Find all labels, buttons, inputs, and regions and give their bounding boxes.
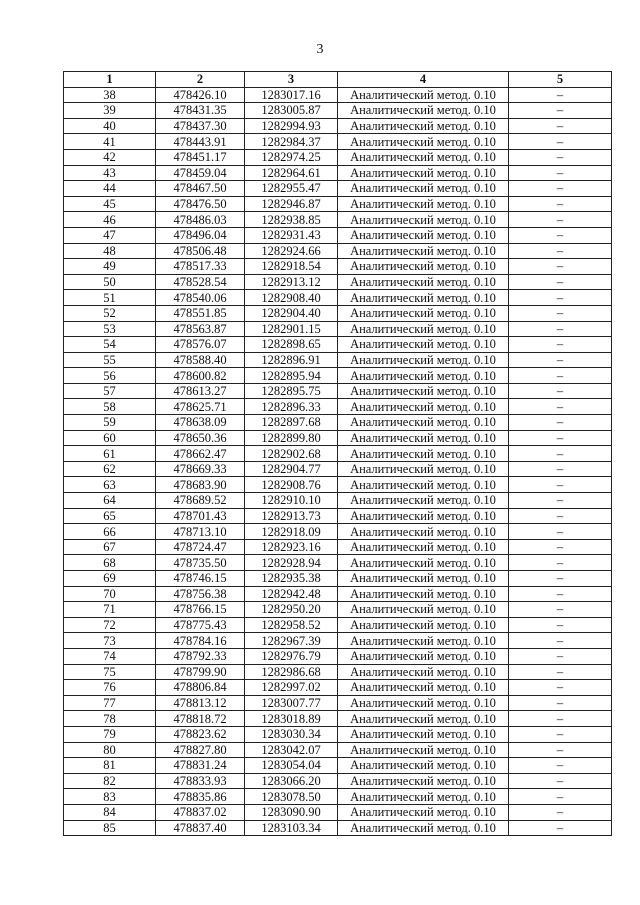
- point-number-cell: 56: [64, 368, 156, 384]
- table-row: [64, 508, 612, 524]
- note-cell: –: [509, 399, 612, 415]
- method-cell: Аналитический метод. 0.10: [338, 227, 509, 243]
- method-cell: Аналитический метод. 0.10: [338, 337, 509, 353]
- method-cell: Аналитический метод. 0.10: [338, 368, 509, 384]
- note-cell: –: [509, 321, 612, 337]
- method-cell: Аналитический метод. 0.10: [338, 87, 509, 103]
- table-row: [64, 820, 612, 836]
- column-header-3: 3: [245, 72, 338, 88]
- point-number-cell: 60: [64, 430, 156, 446]
- table-row: [64, 680, 612, 696]
- y-coordinate-cell: 1282950.20: [245, 602, 338, 618]
- point-number-cell: 66: [64, 524, 156, 540]
- y-coordinate-cell: 1282923.16: [245, 539, 338, 555]
- point-number-cell: 79: [64, 726, 156, 742]
- x-coordinate-cell: 478588.40: [156, 352, 245, 368]
- table-row: [64, 103, 612, 119]
- y-coordinate-cell: 1283030.34: [245, 726, 338, 742]
- y-coordinate-cell: 1282955.47: [245, 181, 338, 197]
- point-number-cell: 67: [64, 539, 156, 555]
- note-cell: –: [509, 508, 612, 524]
- note-cell: –: [509, 633, 612, 649]
- note-cell: –: [509, 274, 612, 290]
- y-coordinate-cell: 1283018.89: [245, 711, 338, 727]
- method-cell: Аналитический метод. 0.10: [338, 103, 509, 119]
- method-cell: Аналитический метод. 0.10: [338, 804, 509, 820]
- point-number-cell: 68: [64, 555, 156, 571]
- method-cell: Аналитический метод. 0.10: [338, 773, 509, 789]
- y-coordinate-cell: 1282974.25: [245, 149, 338, 165]
- y-coordinate-cell: 1282895.75: [245, 383, 338, 399]
- y-coordinate-cell: 1282908.40: [245, 290, 338, 306]
- point-number-cell: 61: [64, 446, 156, 462]
- column-header-1: 1: [64, 72, 156, 88]
- method-cell: Аналитический метод. 0.10: [338, 212, 509, 228]
- x-coordinate-cell: 478683.90: [156, 477, 245, 493]
- note-cell: –: [509, 305, 612, 321]
- note-cell: –: [509, 742, 612, 758]
- y-coordinate-cell: 1283017.16: [245, 87, 338, 103]
- table-row: [64, 196, 612, 212]
- x-coordinate-cell: 478724.47: [156, 539, 245, 555]
- column-header-5: 5: [509, 72, 612, 88]
- method-cell: Аналитический метод. 0.10: [338, 196, 509, 212]
- x-coordinate-cell: 478476.50: [156, 196, 245, 212]
- point-number-cell: 55: [64, 352, 156, 368]
- y-coordinate-cell: 1282896.91: [245, 352, 338, 368]
- point-number-cell: 82: [64, 773, 156, 789]
- y-coordinate-cell: 1282904.77: [245, 461, 338, 477]
- table-row: [64, 259, 612, 275]
- x-coordinate-cell: 478613.27: [156, 383, 245, 399]
- note-cell: –: [509, 773, 612, 789]
- y-coordinate-cell: 1282964.61: [245, 165, 338, 181]
- x-coordinate-cell: 478701.43: [156, 508, 245, 524]
- table-row: [64, 118, 612, 134]
- x-coordinate-cell: 478451.17: [156, 149, 245, 165]
- point-number-cell: 51: [64, 290, 156, 306]
- point-number-cell: 65: [64, 508, 156, 524]
- y-coordinate-cell: 1282967.39: [245, 633, 338, 649]
- table-row: [64, 383, 612, 399]
- point-number-cell: 52: [64, 305, 156, 321]
- y-coordinate-cell: 1283054.04: [245, 758, 338, 774]
- method-cell: Аналитический метод. 0.10: [338, 243, 509, 259]
- note-cell: –: [509, 352, 612, 368]
- table-row: [64, 602, 612, 618]
- table-row: [64, 368, 612, 384]
- method-cell: Аналитический метод. 0.10: [338, 726, 509, 742]
- y-coordinate-cell: 1283090.90: [245, 804, 338, 820]
- table-row: [64, 290, 612, 306]
- note-cell: –: [509, 493, 612, 509]
- y-coordinate-cell: 1282942.48: [245, 586, 338, 602]
- point-number-cell: 72: [64, 617, 156, 633]
- y-coordinate-cell: 1282984.37: [245, 134, 338, 150]
- x-coordinate-cell: 478746.15: [156, 571, 245, 587]
- table-row: [64, 648, 612, 664]
- method-cell: Аналитический метод. 0.10: [338, 695, 509, 711]
- y-coordinate-cell: 1282899.80: [245, 430, 338, 446]
- note-cell: –: [509, 430, 612, 446]
- table-row: [64, 633, 612, 649]
- table-row: [64, 726, 612, 742]
- table-row: [64, 617, 612, 633]
- note-cell: –: [509, 337, 612, 353]
- note-cell: –: [509, 212, 612, 228]
- y-coordinate-cell: 1282928.94: [245, 555, 338, 571]
- note-cell: –: [509, 165, 612, 181]
- x-coordinate-cell: 478735.50: [156, 555, 245, 571]
- method-cell: Аналитический метод. 0.10: [338, 399, 509, 415]
- method-cell: Аналитический метод. 0.10: [338, 648, 509, 664]
- table-row: [64, 586, 612, 602]
- x-coordinate-cell: 478813.12: [156, 695, 245, 711]
- x-coordinate-cell: 478506.48: [156, 243, 245, 259]
- table-row: [64, 711, 612, 727]
- x-coordinate-cell: 478713.10: [156, 524, 245, 540]
- x-coordinate-cell: 478806.84: [156, 680, 245, 696]
- method-cell: Аналитический метод. 0.10: [338, 789, 509, 805]
- method-cell: Аналитический метод. 0.10: [338, 493, 509, 509]
- table-row: [64, 274, 612, 290]
- column-header-4: 4: [338, 72, 509, 88]
- note-cell: –: [509, 539, 612, 555]
- method-cell: Аналитический метод. 0.10: [338, 555, 509, 571]
- x-coordinate-cell: 478650.36: [156, 430, 245, 446]
- method-cell: Аналитический метод. 0.10: [338, 165, 509, 181]
- x-coordinate-cell: 478426.10: [156, 87, 245, 103]
- y-coordinate-cell: 1282908.76: [245, 477, 338, 493]
- method-cell: Аналитический метод. 0.10: [338, 118, 509, 134]
- note-cell: –: [509, 415, 612, 431]
- y-coordinate-cell: 1282896.33: [245, 399, 338, 415]
- point-number-cell: 45: [64, 196, 156, 212]
- table-row: [64, 461, 612, 477]
- page-number: 3: [316, 42, 324, 57]
- column-header-2: 2: [156, 72, 245, 88]
- table-row: [64, 415, 612, 431]
- y-coordinate-cell: 1283042.07: [245, 742, 338, 758]
- point-number-cell: 70: [64, 586, 156, 602]
- x-coordinate-cell: 478486.03: [156, 212, 245, 228]
- method-cell: Аналитический метод. 0.10: [338, 602, 509, 618]
- x-coordinate-cell: 478576.07: [156, 337, 245, 353]
- note-cell: –: [509, 820, 612, 836]
- y-coordinate-cell: 1283066.20: [245, 773, 338, 789]
- note-cell: –: [509, 368, 612, 384]
- note-cell: –: [509, 695, 612, 711]
- x-coordinate-cell: 478837.40: [156, 820, 245, 836]
- y-coordinate-cell: 1282913.12: [245, 274, 338, 290]
- x-coordinate-cell: 478792.33: [156, 648, 245, 664]
- table-row: [64, 493, 612, 509]
- table-row: [64, 337, 612, 353]
- table-row: [64, 555, 612, 571]
- point-number-cell: 75: [64, 664, 156, 680]
- method-cell: Аналитический метод. 0.10: [338, 571, 509, 587]
- method-cell: Аналитический метод. 0.10: [338, 539, 509, 555]
- point-number-cell: 42: [64, 149, 156, 165]
- x-coordinate-cell: 478638.09: [156, 415, 245, 431]
- point-number-cell: 74: [64, 648, 156, 664]
- table-row: [64, 804, 612, 820]
- y-coordinate-cell: 1282986.68: [245, 664, 338, 680]
- point-number-cell: 64: [64, 493, 156, 509]
- note-cell: –: [509, 680, 612, 696]
- method-cell: Аналитический метод. 0.10: [338, 181, 509, 197]
- note-cell: –: [509, 758, 612, 774]
- point-number-cell: 77: [64, 695, 156, 711]
- method-cell: Аналитический метод. 0.10: [338, 415, 509, 431]
- table-row: [64, 321, 612, 337]
- y-coordinate-cell: 1282897.68: [245, 415, 338, 431]
- table-row: [64, 695, 612, 711]
- x-coordinate-cell: 478528.54: [156, 274, 245, 290]
- y-coordinate-cell: 1282931.43: [245, 227, 338, 243]
- table-row: [64, 430, 612, 446]
- y-coordinate-cell: 1282938.85: [245, 212, 338, 228]
- note-cell: –: [509, 87, 612, 103]
- x-coordinate-cell: 478756.38: [156, 586, 245, 602]
- note-cell: –: [509, 789, 612, 805]
- table-header-row: [64, 72, 612, 88]
- point-number-cell: 80: [64, 742, 156, 758]
- note-cell: –: [509, 804, 612, 820]
- point-number-cell: 58: [64, 399, 156, 415]
- x-coordinate-cell: 478837.02: [156, 804, 245, 820]
- x-coordinate-cell: 478775.43: [156, 617, 245, 633]
- x-coordinate-cell: 478784.16: [156, 633, 245, 649]
- point-number-cell: 57: [64, 383, 156, 399]
- table-row: [64, 181, 612, 197]
- table-row: [64, 165, 612, 181]
- method-cell: Аналитический метод. 0.10: [338, 664, 509, 680]
- y-coordinate-cell: 1282946.87: [245, 196, 338, 212]
- table-row: [64, 571, 612, 587]
- method-cell: Аналитический метод. 0.10: [338, 524, 509, 540]
- point-number-cell: 50: [64, 274, 156, 290]
- note-cell: –: [509, 290, 612, 306]
- note-cell: –: [509, 383, 612, 399]
- x-coordinate-cell: 478540.06: [156, 290, 245, 306]
- point-number-cell: 85: [64, 820, 156, 836]
- method-cell: Аналитический метод. 0.10: [338, 742, 509, 758]
- x-coordinate-cell: 478662.47: [156, 446, 245, 462]
- table-row: [64, 227, 612, 243]
- point-number-cell: 63: [64, 477, 156, 493]
- x-coordinate-cell: 478669.33: [156, 461, 245, 477]
- note-cell: –: [509, 118, 612, 134]
- note-cell: –: [509, 259, 612, 275]
- note-cell: –: [509, 571, 612, 587]
- method-cell: Аналитический метод. 0.10: [338, 586, 509, 602]
- table-row: [64, 539, 612, 555]
- y-coordinate-cell: 1282935.38: [245, 571, 338, 587]
- y-coordinate-cell: 1283103.34: [245, 820, 338, 836]
- point-number-cell: 81: [64, 758, 156, 774]
- table-row: [64, 305, 612, 321]
- x-coordinate-cell: 478766.15: [156, 602, 245, 618]
- x-coordinate-cell: 478831.24: [156, 758, 245, 774]
- y-coordinate-cell: 1282910.10: [245, 493, 338, 509]
- y-coordinate-cell: 1283078.50: [245, 789, 338, 805]
- note-cell: –: [509, 726, 612, 742]
- method-cell: Аналитический метод. 0.10: [338, 149, 509, 165]
- point-number-cell: 78: [64, 711, 156, 727]
- x-coordinate-cell: 478689.52: [156, 493, 245, 509]
- note-cell: –: [509, 586, 612, 602]
- method-cell: Аналитический метод. 0.10: [338, 820, 509, 836]
- y-coordinate-cell: 1282918.54: [245, 259, 338, 275]
- x-coordinate-cell: 478818.72: [156, 711, 245, 727]
- x-coordinate-cell: 478799.90: [156, 664, 245, 680]
- y-coordinate-cell: 1282918.09: [245, 524, 338, 540]
- x-coordinate-cell: 478835.86: [156, 789, 245, 805]
- point-number-cell: 48: [64, 243, 156, 259]
- note-cell: –: [509, 196, 612, 212]
- table-row: [64, 773, 612, 789]
- x-coordinate-cell: 478517.33: [156, 259, 245, 275]
- point-number-cell: 46: [64, 212, 156, 228]
- method-cell: Аналитический метод. 0.10: [338, 352, 509, 368]
- x-coordinate-cell: 478600.82: [156, 368, 245, 384]
- note-cell: –: [509, 555, 612, 571]
- method-cell: Аналитический метод. 0.10: [338, 321, 509, 337]
- point-number-cell: 44: [64, 181, 156, 197]
- point-number-cell: 76: [64, 680, 156, 696]
- note-cell: –: [509, 149, 612, 165]
- x-coordinate-cell: 478827.80: [156, 742, 245, 758]
- x-coordinate-cell: 478563.87: [156, 321, 245, 337]
- method-cell: Аналитический метод. 0.10: [338, 430, 509, 446]
- point-number-cell: 73: [64, 633, 156, 649]
- point-number-cell: 83: [64, 789, 156, 805]
- x-coordinate-cell: 478496.04: [156, 227, 245, 243]
- y-coordinate-cell: 1282924.66: [245, 243, 338, 259]
- method-cell: Аналитический метод. 0.10: [338, 477, 509, 493]
- method-cell: Аналитический метод. 0.10: [338, 508, 509, 524]
- note-cell: –: [509, 664, 612, 680]
- method-cell: Аналитический метод. 0.10: [338, 383, 509, 399]
- coordinates-table: [63, 71, 612, 836]
- note-cell: –: [509, 617, 612, 633]
- x-coordinate-cell: 478833.93: [156, 773, 245, 789]
- note-cell: –: [509, 243, 612, 259]
- point-number-cell: 71: [64, 602, 156, 618]
- point-number-cell: 38: [64, 87, 156, 103]
- table-row: [64, 789, 612, 805]
- note-cell: –: [509, 477, 612, 493]
- table-row: [64, 524, 612, 540]
- x-coordinate-cell: 478437.30: [156, 118, 245, 134]
- point-number-cell: 49: [64, 259, 156, 275]
- note-cell: –: [509, 711, 612, 727]
- point-number-cell: 40: [64, 118, 156, 134]
- note-cell: –: [509, 227, 612, 243]
- note-cell: –: [509, 446, 612, 462]
- y-coordinate-cell: 1282901.15: [245, 321, 338, 337]
- point-number-cell: 54: [64, 337, 156, 353]
- point-number-cell: 47: [64, 227, 156, 243]
- x-coordinate-cell: 478443.91: [156, 134, 245, 150]
- x-coordinate-cell: 478625.71: [156, 399, 245, 415]
- y-coordinate-cell: 1282895.94: [245, 368, 338, 384]
- x-coordinate-cell: 478431.35: [156, 103, 245, 119]
- y-coordinate-cell: 1282997.02: [245, 680, 338, 696]
- method-cell: Аналитический метод. 0.10: [338, 274, 509, 290]
- y-coordinate-cell: 1282994.93: [245, 118, 338, 134]
- method-cell: Аналитический метод. 0.10: [338, 680, 509, 696]
- table-row: [64, 742, 612, 758]
- table-row: [64, 87, 612, 103]
- x-coordinate-cell: 478459.04: [156, 165, 245, 181]
- y-coordinate-cell: 1282913.73: [245, 508, 338, 524]
- y-coordinate-cell: 1282902.68: [245, 446, 338, 462]
- note-cell: –: [509, 134, 612, 150]
- table-row: [64, 134, 612, 150]
- x-coordinate-cell: 478467.50: [156, 181, 245, 197]
- y-coordinate-cell: 1283007.77: [245, 695, 338, 711]
- table-body: [64, 87, 612, 836]
- note-cell: –: [509, 103, 612, 119]
- table-row: [64, 446, 612, 462]
- table-row: [64, 212, 612, 228]
- point-number-cell: 53: [64, 321, 156, 337]
- table-row: [64, 352, 612, 368]
- y-coordinate-cell: 1282904.40: [245, 305, 338, 321]
- point-number-cell: 84: [64, 804, 156, 820]
- method-cell: Аналитический метод. 0.10: [338, 758, 509, 774]
- method-cell: Аналитический метод. 0.10: [338, 633, 509, 649]
- note-cell: –: [509, 461, 612, 477]
- y-coordinate-cell: 1282976.79: [245, 648, 338, 664]
- y-coordinate-cell: 1282958.52: [245, 617, 338, 633]
- point-number-cell: 69: [64, 571, 156, 587]
- method-cell: Аналитический метод. 0.10: [338, 290, 509, 306]
- table-row: [64, 664, 612, 680]
- note-cell: –: [509, 648, 612, 664]
- x-coordinate-cell: 478551.85: [156, 305, 245, 321]
- method-cell: Аналитический метод. 0.10: [338, 134, 509, 150]
- table-row: [64, 243, 612, 259]
- table-row: [64, 758, 612, 774]
- method-cell: Аналитический метод. 0.10: [338, 446, 509, 462]
- point-number-cell: 59: [64, 415, 156, 431]
- note-cell: –: [509, 181, 612, 197]
- point-number-cell: 62: [64, 461, 156, 477]
- table-row: [64, 477, 612, 493]
- note-cell: –: [509, 602, 612, 618]
- y-coordinate-cell: 1283005.87: [245, 103, 338, 119]
- point-number-cell: 39: [64, 103, 156, 119]
- point-number-cell: 41: [64, 134, 156, 150]
- table-row: [64, 399, 612, 415]
- method-cell: Аналитический метод. 0.10: [338, 461, 509, 477]
- method-cell: Аналитический метод. 0.10: [338, 617, 509, 633]
- y-coordinate-cell: 1282898.65: [245, 337, 338, 353]
- method-cell: Аналитический метод. 0.10: [338, 259, 509, 275]
- note-cell: –: [509, 524, 612, 540]
- method-cell: Аналитический метод. 0.10: [338, 305, 509, 321]
- table-row: [64, 149, 612, 165]
- method-cell: Аналитический метод. 0.10: [338, 711, 509, 727]
- point-number-cell: 43: [64, 165, 156, 181]
- x-coordinate-cell: 478823.62: [156, 726, 245, 742]
